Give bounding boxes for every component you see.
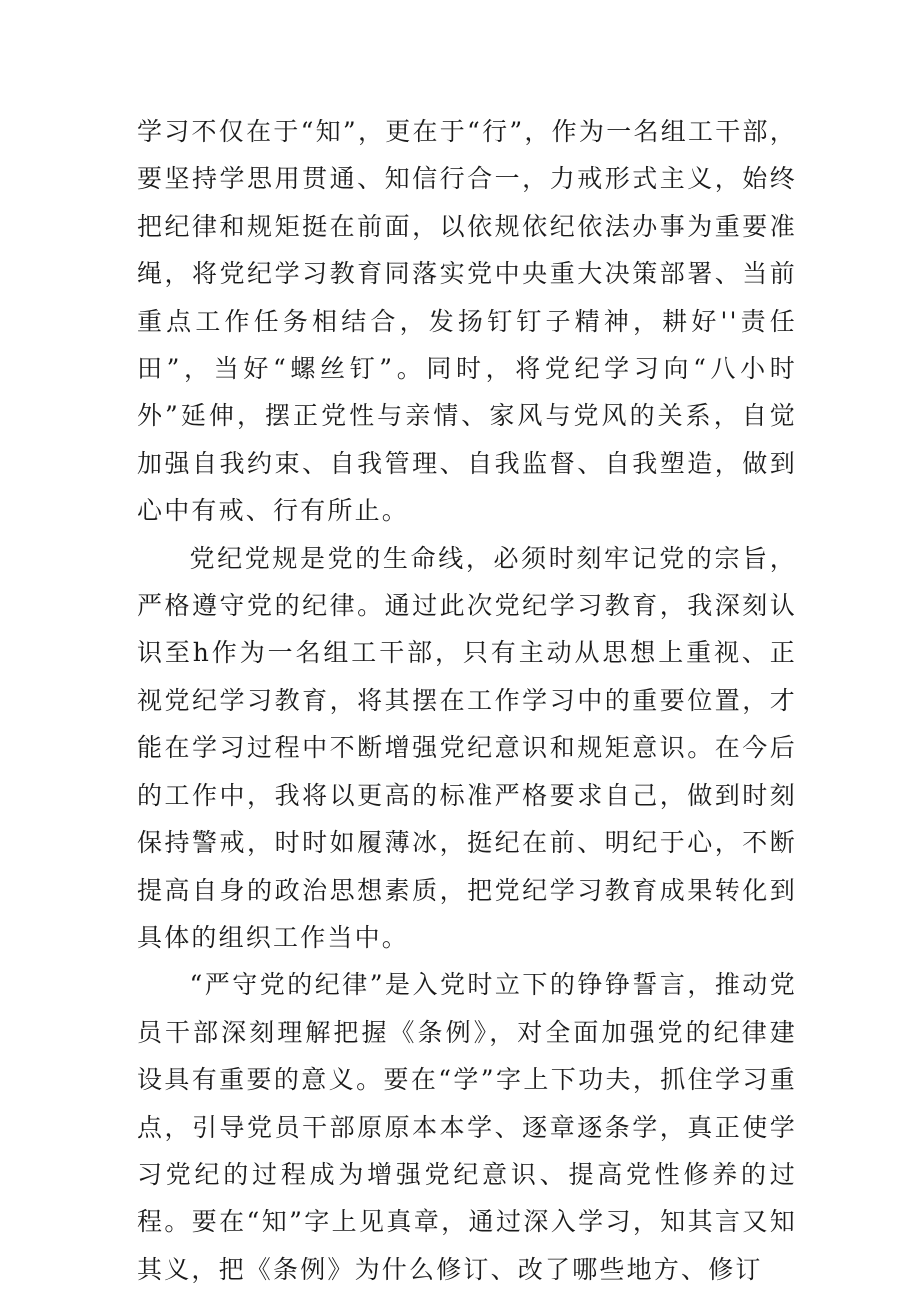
document-body [137, 108, 797, 1293]
paragraph-3: “严守党的纪律”是入党时立下的铮铮誓言，推动党员干部深刻理解把握《条例》，对全面加强党的纪律建设具有重要的意义。要在“学”字上下功夫，抓住学习重点，引导党员干部原原本本学、逐章逐条学，真正使学习党纪的过程成为增强党纪意识、提高党性修养的过程。要在“知”字上见真章，通过深入学习，知其言又知其义，把《条例》为什么修订、改了哪些地方、修订 [137, 970, 797, 1284]
paragraph-1: 学习不仅在于“知”，更在于“行”，作为一名组工干部，要坚持学思用贯通、知信行合一，力戒形式主义，始终把纪律和规矩挺在前面，以依规依纪依法办事为重要准绳，将党纪学习教育同落实党中央重大决策部署、当前重点工作任务相结合，发扬钉钉子精神，耕好''责任田”，当好“螺丝钉”。同时，将党纪学习向“八小时外”延伸，摆正党性与亲情、家风与党风的关系，自觉加强自我约束、自我管理、自我监督、自我塑造，做到心中有戒、行有所止。 [137, 117, 797, 526]
paragraph-2: 党纪党规是党的生命线，必须时刻牢记党的宗旨，严格遵守党的纪律。通过此次党纪学习教育，我深刻认识至h作为一名组工干部，只有主动从思想上重视、正视党纪学习教育，将其摆在工作学习中的重要位置，才能在学习过程中不断增强党纪意识和规矩意识。在今后的工作中，我将以更高的标准严格要求自己，做到时刻保持警戒，时时如履薄冰，挺纪在前、明纪于心，不断提高自身的政治思想素质，把党纪学习教育成果转化到具体的组织工作当中。 [137, 543, 797, 952]
